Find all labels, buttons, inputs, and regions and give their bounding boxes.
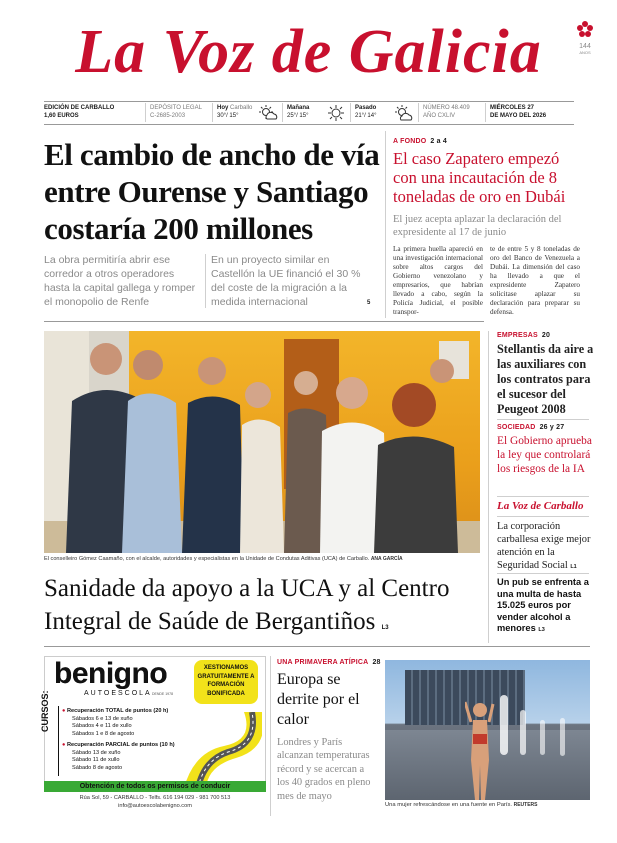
ad-email[interactable]: info@autoescolabenigno.com [118,803,192,809]
heat-story-deck: Londres y París alcanzan temperaturas récord y se acercan a los 40 grados en pleno mes de mayo [277,737,371,802]
main-headline-ref: L3 [381,625,389,631]
heat-story-section: UNA PRIMAVERA ATÍPICA 28 [277,659,381,666]
sunny-icon [325,104,347,122]
road-illustration-icon [184,712,262,788]
ad-course1-line3: Sábados 1 e 8 de agosto [72,730,135,737]
sidebar-1-headline[interactable]: Stellantis da aire a las auxiliares con los contratos para el sucesor del Peugeot 2008 [497,342,594,416]
anniversary-flower-icon [576,20,594,38]
sidebar-1-section: EMPRESAS 20 [497,332,551,339]
weather-tomorrow-day: Mañana [287,105,310,111]
heat-photo-credit: REUTERS [513,802,538,808]
ad-banner: Obtención de todos os permisos de conducir [44,781,266,792]
ad-course1-line2: Sábados 4 e 11 de xullo [72,723,132,729]
local-edition-logo: La Voz de Carballo [497,500,584,512]
photo-caption: El conselleiro Gómez Caamaño, con el alcalde, autoridades y especialistas en la Unidade de Condutas Aditivas (UCA) de Carballo. ANA GARCÍA [44,556,403,562]
lead-deck-left: La obra permitiría abrir ese corredor a otros operadores hasta la capital gallega y romper el monopolio de Renfe [44,254,196,308]
price-label: 1,60 EUROS [44,113,79,119]
sidebar-2-section: SOCIEDAD 26 y 27 [497,424,565,431]
sidebar-2-headline[interactable]: El Gobierno aprueba la ley que controlará los riesgos de la IA [497,435,592,475]
ad-address: Rúa Sol, 59 - CARBALLO - Telfs. 616 194 029 - 981 700 513 [79,795,231,801]
lead-deck-right: En un proyecto similar en Castellón la UE financió el 30 % del coste de la migración a la medida internacional [211,254,361,308]
sidebar-3-headline[interactable]: La corporación carballesa exige mejor atención en la Seguridad Social L1 [497,521,591,571]
partly-sunny-icon [257,104,279,122]
anniversary-word: ANOS [579,50,591,55]
weather-tomorrow-temps: 25°/ 15° [287,113,309,119]
weather-today-temps: 30°/ 15° [217,113,239,119]
benigno-ad[interactable]: benigno AUTOESCOLA DENDE 1978 XESTIONAMOS GRATUITAMENTE A FORMACIÓN BONIFICADA CURSOS: ● Recuperación TOTAL de puntos (20 h) Sábados 6 e 13 de xuño Sábados 4 e 11 de xullo Sábados 1 e 8 de agosto ● Recuperación PARCIAL de puntos (10 h) Sábado 13 de xuño Sábado 11 de xullo Sábado 8 de agosto Obtención de todos os permisos de conducir Rúa Sol, 59 - CARBALLO - Telfs. 616 194 029 - 981 700 513 info@autoescolabenigno.com [44,656,266,816]
ad-course2-line1: Sábado 13 de xuño [72,749,121,756]
partly-cloudy-icon [393,104,415,122]
lead-page-ref: 5 [367,300,371,306]
ad-course2-line2: Sábado 11 de xullo [72,757,120,763]
issue-number: NÚMERO 48.409 [423,105,470,111]
main-photo[interactable] [44,331,480,553]
ad-course1-title: Recuperación TOTAL de puntos (20 h) [66,708,169,714]
masthead-title: La Voz de Galicia [75,18,542,86]
edition-label: EDICIÓN DE CARBALLO [44,105,115,111]
ad-cursos-label: CURSOS: [40,690,50,732]
right-story-section: A FONDO 2 a 4 [393,138,447,145]
info-bar [44,103,574,123]
legal-label: DEPÓSITO LEGAL [150,105,202,111]
date-line-2: DE MAYO DEL 2026 [490,113,547,119]
heat-photo-caption: Una mujer refrescándose en una fuente en París. REUTERS [385,802,538,808]
ad-brand: benigno [54,657,168,690]
legal-value: C-2685-2003 [150,113,186,119]
weather-today-place: Carballo [230,105,253,111]
right-story-col2: te de entre 5 y 8 toneladas de oro del Banco de Venezuela a Dubái. La dimensión del caso ha llevado a que el expresidente Zapatero solicitase aplazar su declaración para preparar su defensa. [490,245,580,316]
anniversary-badge [570,20,600,55]
ad-since: DENDE 1978 [152,692,174,696]
right-story-col1: La primera huella apareció en una investigación internacional sobre altos cargos del Gobierno venezolano y empresarios, que habrían llevado a cabo, según la Policía Judicial, el posible transpor- [393,245,483,316]
weather-today-day: Hoy [217,105,229,111]
ad-course2-title: Recuperación PARCIAL de puntos (10 h) [66,742,175,748]
ad-badge: XESTIONAMOS GRATUITAMENTE A FORMACIÓN BONIFICADA [194,660,258,704]
right-story-headline[interactable]: El caso Zapatero empezó con una incautación de 8 toneladas de oro en Dubái [393,149,566,206]
ad-sub: AUTOESCOLA [84,690,152,697]
ad-course1-line1: Sábados 6 e 13 de xuño [72,715,133,722]
anniversary-number: 144 [579,43,591,50]
heat-story-headline[interactable]: Europa se derrite por el calor [277,671,360,728]
issue-year: AÑO CXLIV [423,113,456,119]
date-line-1: MIÉRCOLES 27 [490,105,535,111]
lead-headline[interactable]: El cambio de ancho de vía entre Ourense y Santiago costaría 200 millones [44,137,380,246]
main-headline[interactable]: Sanidade da apoyo a la UCA y al Centro Integral de Saúde de Bergantiños L3 [44,575,450,635]
ad-course2-line3: Sábado 8 de agosto [72,764,123,771]
right-story-subhead: El juez acepta aplazar la declaración del expresidente al 17 de junio [393,214,562,238]
sidebar-4-headline[interactable]: Un pub se enfrenta a una multa de hasta 15.025 euros por vender alcohol a menores L3 [497,577,589,634]
heat-photo[interactable] [385,660,590,800]
photo-credit: ANA GARCÍA [370,556,403,562]
weather-after-day: Pasado [355,105,377,111]
weather-after-temps: 21°/ 14° [355,113,377,119]
